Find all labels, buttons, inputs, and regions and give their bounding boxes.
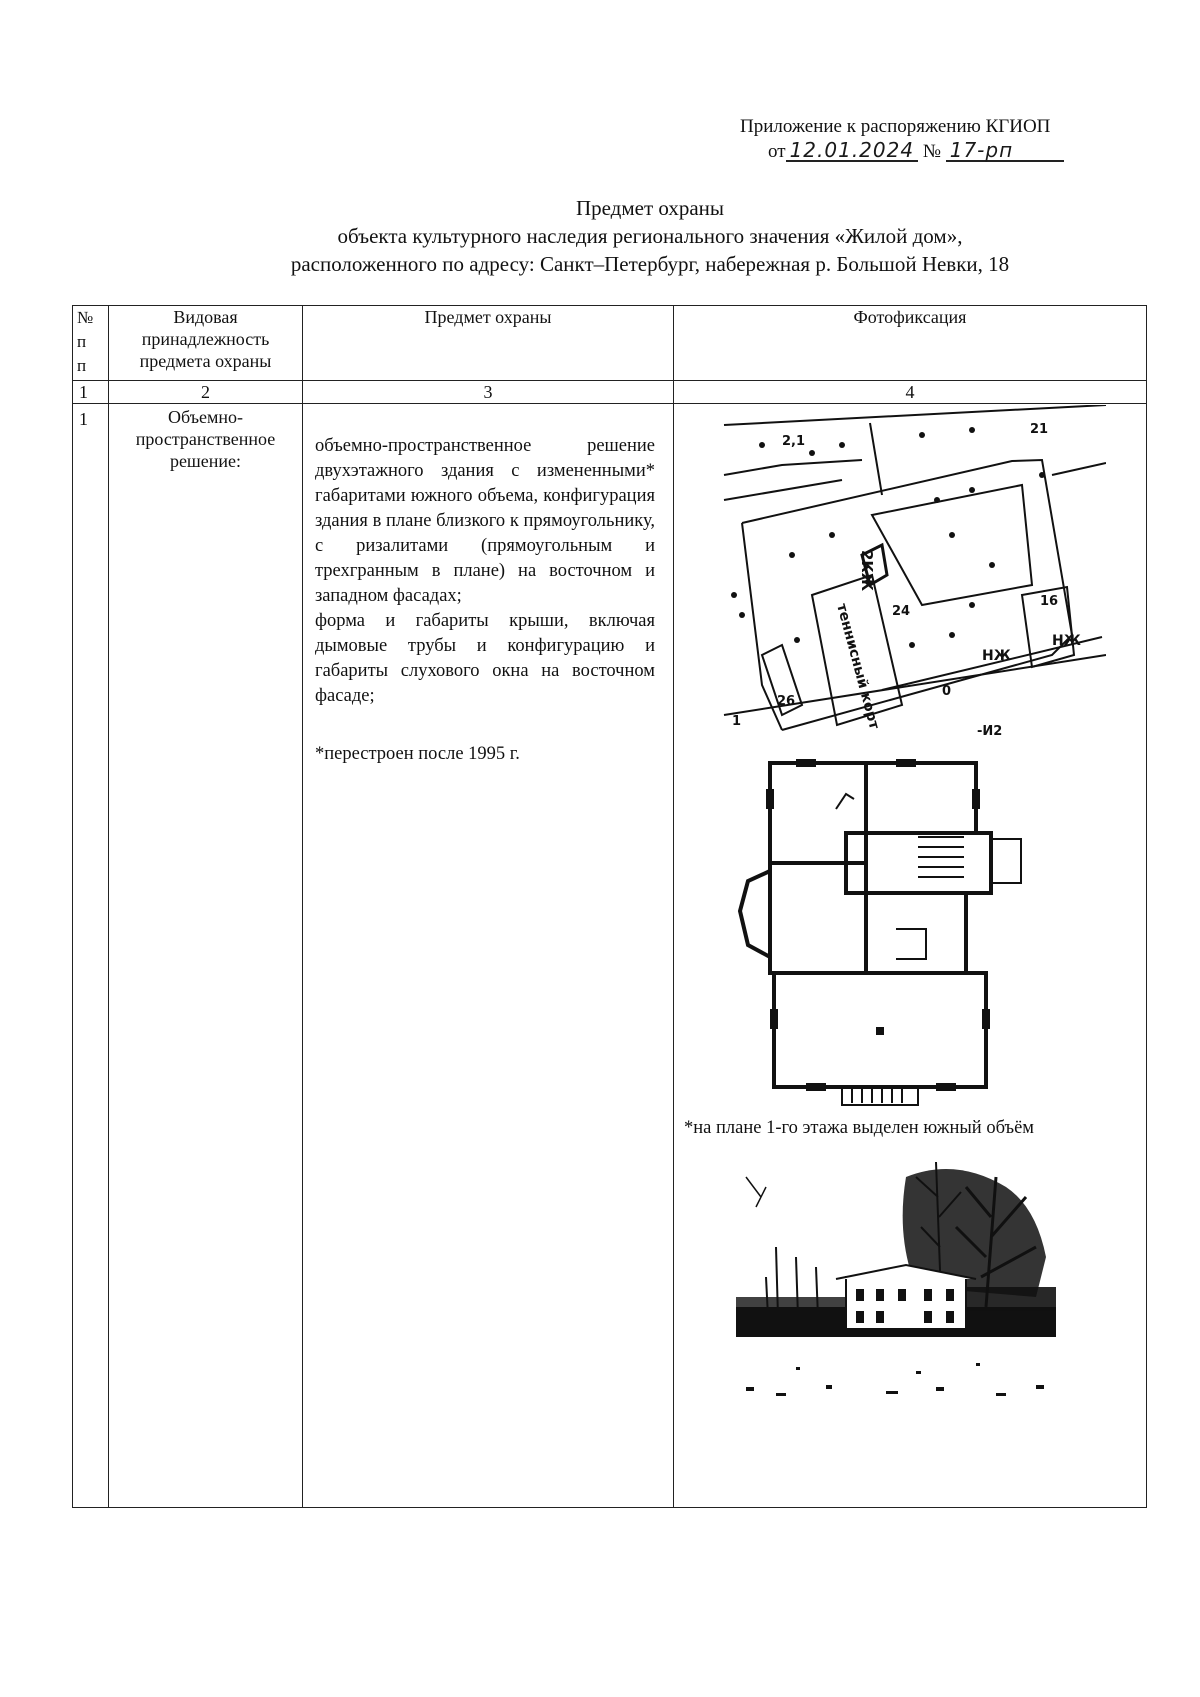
site-map-image <box>722 405 1106 735</box>
header-type: Видовая принадлежность предмета охраны <box>109 306 303 381</box>
svg-text:-И2: -И2 <box>977 724 1003 735</box>
svg-text:16: 16 <box>1040 594 1059 609</box>
facade-photo-image <box>736 1157 1056 1407</box>
order-date: 12.01.2024 <box>786 140 919 162</box>
document-subtitle: объекта культурного наследия регионального значения «Жилой дом», <box>337 224 963 248</box>
header-subject: Предмет охраны <box>303 306 674 381</box>
appendix-date-line <box>768 140 1064 163</box>
header-photo: Фотофиксация <box>674 306 1147 381</box>
colnum-2: 2 <box>109 381 303 404</box>
subject-note: *перестроен после 1995 г. <box>315 744 520 764</box>
document-title: Предмет охраны <box>575 196 725 220</box>
row-type: Объемно-пространственное решение: <box>109 404 303 1508</box>
svg-text:2КЖ: 2КЖ <box>858 550 876 592</box>
svg-text:1: 1 <box>732 714 742 729</box>
svg-text:0: 0 <box>942 684 952 699</box>
table-header-row <box>73 306 1147 381</box>
colnum-3: 3 <box>303 381 674 404</box>
order-number: 17-рп <box>946 140 1064 162</box>
protection-table <box>72 305 1147 1508</box>
svg-text:теннисный корт: теннисный корт <box>833 601 883 731</box>
svg-text:2,1: 2,1 <box>782 434 806 449</box>
colnum-1: 1 <box>73 381 109 404</box>
colnum-4: 4 <box>674 381 1147 404</box>
svg-text:26: 26 <box>777 694 796 709</box>
svg-text:21: 21 <box>1030 422 1049 437</box>
plan-caption: *на плане 1-го этажа выделен южный объём <box>684 1118 1035 1138</box>
row-subject-text <box>315 434 655 709</box>
svg-text:НЖ: НЖ <box>982 648 1011 664</box>
header-num: № п п <box>73 306 109 381</box>
svg-text:24: 24 <box>892 604 911 619</box>
document-address: расположенного по адресу: Санкт–Петербург, набережная р. Большой Невки, 18 <box>290 252 1010 276</box>
row-photo-cell <box>674 404 1147 1508</box>
appendix-header <box>740 116 1064 163</box>
floor-plan-image <box>726 749 1026 1109</box>
subject-paragraph-1: объемно-пространственное решение двухэтажного здания с измененными* габаритами южного объема, конфигурация здания в плане близкого к прямоугольнику, с ризалитами (прямоугольным и трехгранным в плане) на восточном и западном фасадах; <box>315 436 655 606</box>
row-number: 1 <box>73 404 109 1508</box>
row-subject-cell <box>303 404 674 1508</box>
column-number-row <box>73 381 1147 404</box>
appendix-title: Приложение к распоряжению КГИОП <box>740 116 1051 137</box>
svg-text:НЖ: НЖ <box>1052 633 1081 649</box>
number-label: № <box>922 141 941 162</box>
from-label: от <box>768 141 786 162</box>
subject-paragraph-2: форма и габариты крыши, включая дымовые трубы и конфигурацию и габариты слухового окна на восточном фасаде; <box>315 611 655 706</box>
table-row <box>73 404 1147 1508</box>
